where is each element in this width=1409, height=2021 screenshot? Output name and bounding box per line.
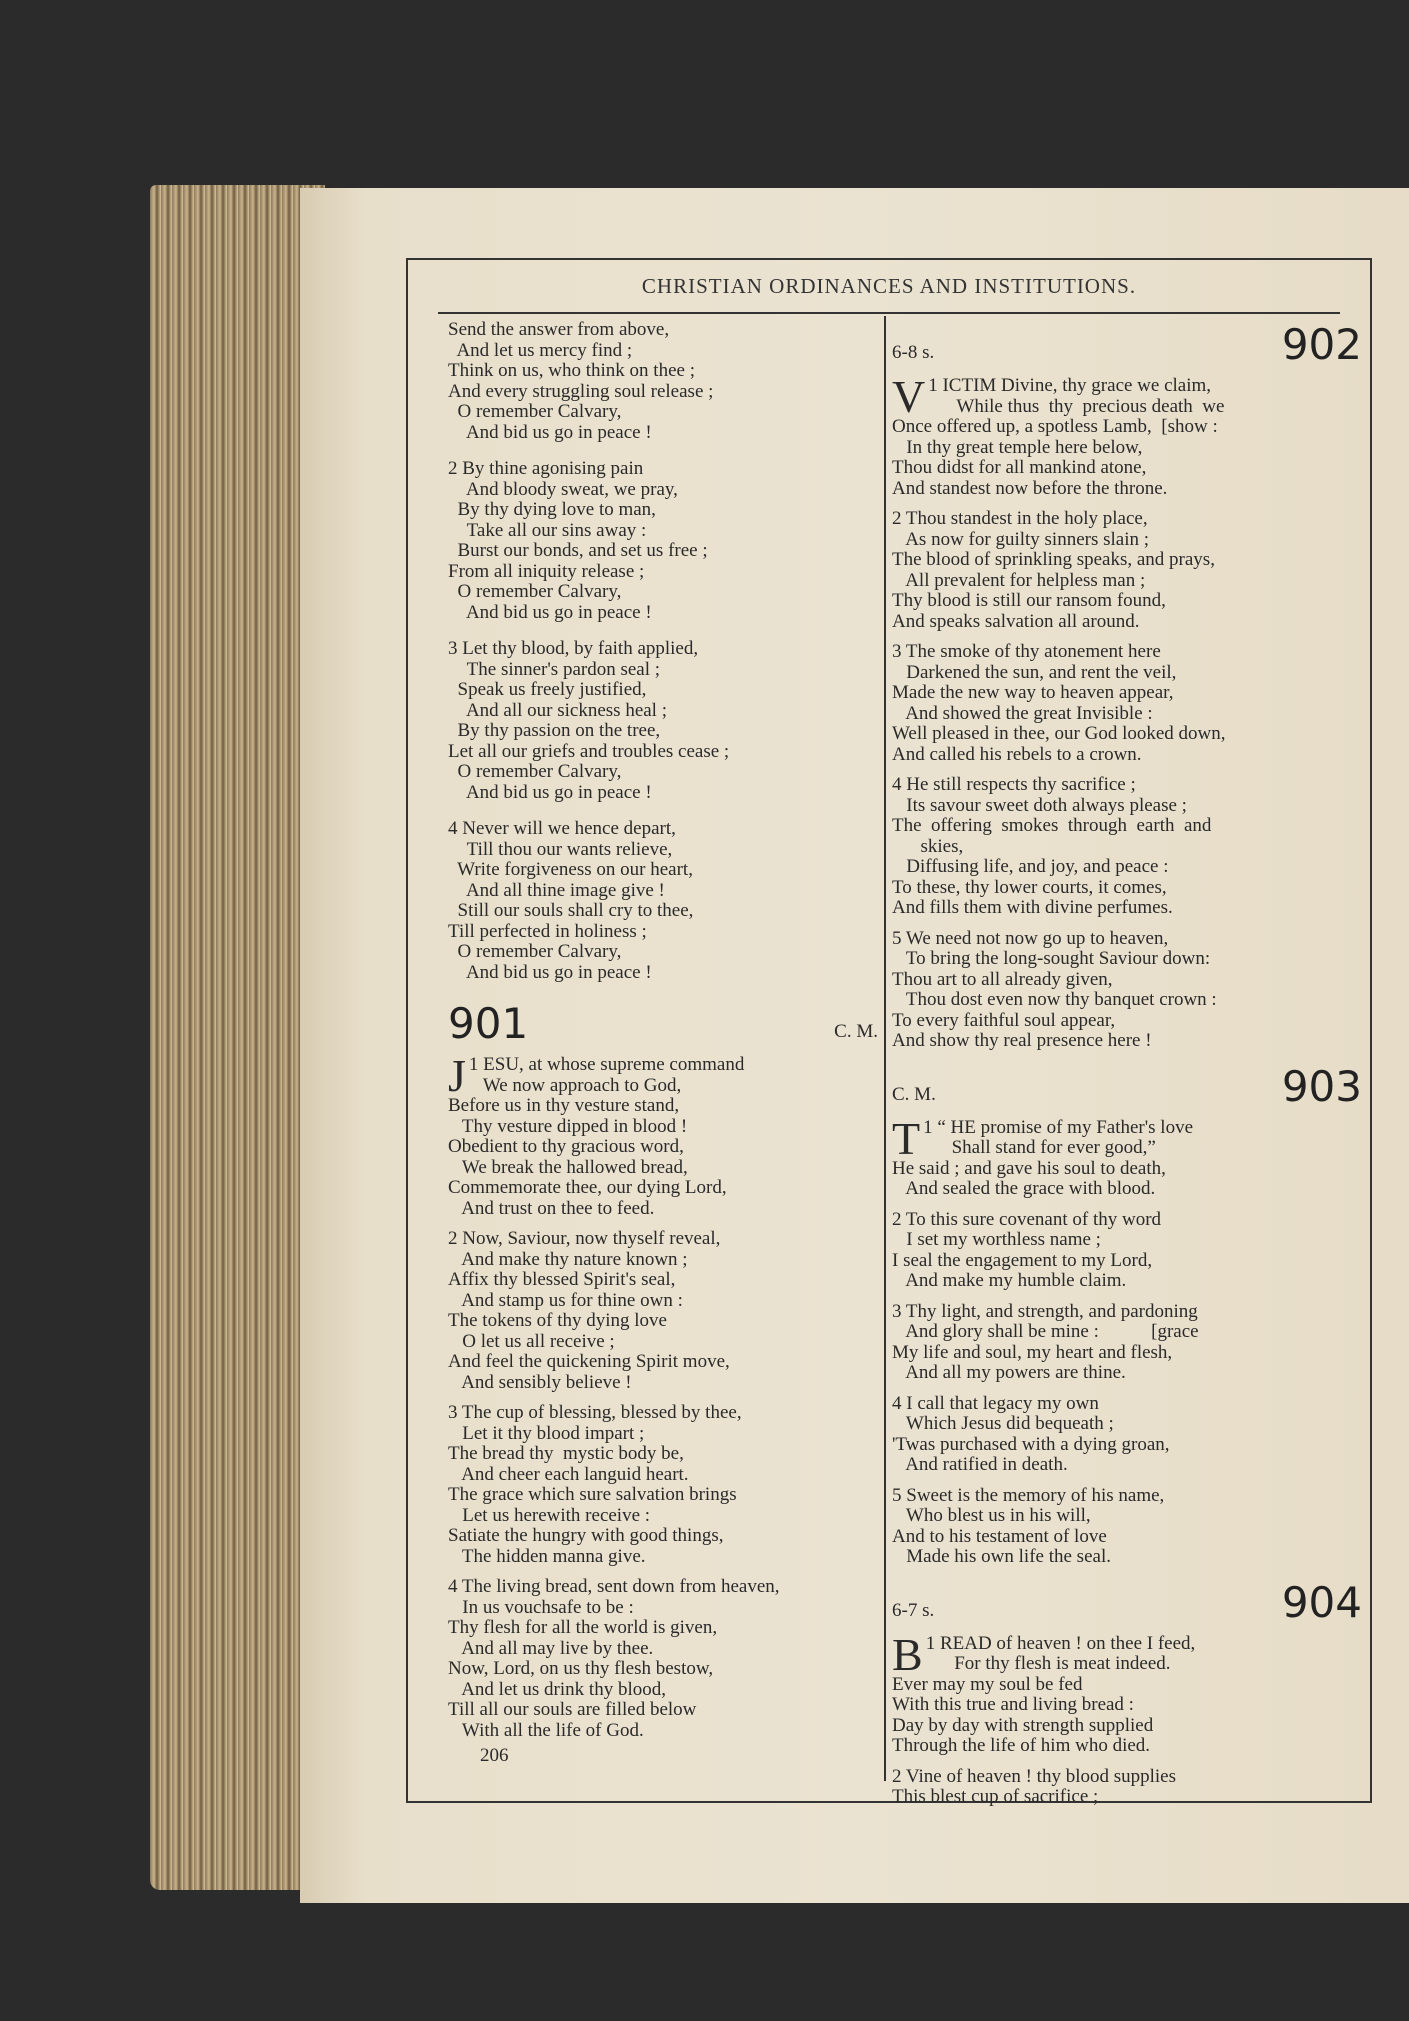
verse-text: The smoke of thy atonement here	[905, 641, 1161, 662]
verse-line: By thy dying love to man,	[448, 499, 656, 520]
verse-line: Obedient to thy gracious word,	[448, 1136, 684, 1157]
verse-line: Thou dost even now thy banquet crown :	[892, 989, 1217, 1010]
verse-line: Let it thy blood impart ;	[448, 1422, 645, 1444]
verse-line: Made the new way to heaven appear,	[892, 682, 1174, 703]
verse-line: And ratified in death.	[892, 1454, 1068, 1475]
verse-line: Thou didst for all mankind atone,	[892, 457, 1147, 478]
verse-line: Till thou our wants relieve,	[448, 838, 673, 860]
verse-line: Well pleased in thee, our God looked down,	[892, 723, 1226, 744]
verse-number: 1	[923, 1116, 933, 1138]
verse-line: Send the answer from above,	[448, 319, 670, 340]
hymn-meter: 6-7 s.	[892, 1599, 935, 1621]
verse-line: And fills them with divine perfumes.	[892, 897, 1173, 918]
verse-line: Till perfected in holiness ;	[448, 920, 647, 942]
verse	[448, 1403, 878, 1567]
verse-text: We need not now go up to heaven,	[905, 927, 1169, 949]
verse-line: Think on us, who think on thee ;	[448, 360, 695, 381]
verse-number: 1	[928, 375, 938, 396]
verse	[892, 642, 1362, 765]
drop-cap: V	[892, 371, 926, 422]
verse-text: READ of heaven ! on thee I feed,	[939, 1632, 1196, 1654]
verse-line: Thou art to all already given,	[892, 968, 1113, 990]
verse	[892, 1112, 1362, 1200]
hymn-number: 902	[1281, 320, 1362, 369]
verse-line: All prevalent for helpless man ;	[892, 569, 1146, 591]
verse-line: And sensibly believe !	[448, 1371, 632, 1393]
verse-line: With this true and living bread :	[892, 1694, 1134, 1715]
verse-first-line	[892, 1767, 1362, 1788]
verse-line: I set my worthless name ;	[892, 1229, 1101, 1250]
verse	[892, 1394, 1362, 1476]
verse	[448, 1229, 878, 1393]
verse-line: We now approach to God,	[468, 1074, 682, 1096]
verse	[448, 1577, 878, 1741]
column-rule	[884, 316, 886, 1781]
drop-cap: B	[892, 1628, 923, 1680]
verse-line: The hidden manna give.	[448, 1545, 646, 1567]
verse-line: And all may live by thee.	[448, 1637, 654, 1659]
verse-text: I call that legacy my own	[906, 1392, 1099, 1414]
verse-line: The offering smokes through earth and	[892, 815, 1212, 836]
verse	[892, 1302, 1362, 1384]
verse-line: Thy vesture dipped in blood !	[448, 1115, 688, 1137]
verse-first-line	[892, 1210, 1362, 1231]
verse-line: Its savour sweet doth always please ;	[892, 794, 1187, 816]
verse-line: And show thy real presence here !	[892, 1030, 1152, 1051]
verse-first-line	[892, 1302, 1362, 1323]
hymn-number: 901	[448, 999, 529, 1048]
verse-number: 5	[892, 1484, 902, 1506]
verse-line: 3 Let thy blood, by faith applied,	[448, 638, 699, 659]
verse-line: By thy passion on the tree,	[448, 720, 661, 741]
hymn-902-header	[892, 320, 1362, 369]
verse	[892, 509, 1362, 632]
verse-line: Through the life of him who died.	[892, 1735, 1151, 1756]
verse-line: Write forgiveness on our heart,	[448, 859, 693, 880]
verse-number: 5	[892, 927, 902, 949]
verse-line: Satiate the hungry with good things,	[448, 1525, 724, 1546]
right-column	[892, 320, 1362, 1808]
verse-text: Now, Saviour, now thyself reveal,	[462, 1228, 721, 1249]
verse-line: O remember Calvary,	[448, 761, 622, 782]
verse-line: In thy great temple here below,	[892, 436, 1143, 458]
verse-first-line	[448, 1229, 878, 1250]
left-column	[448, 320, 878, 1767]
verse-number: 3	[892, 641, 902, 662]
verse-line: O remember Calvary,	[448, 941, 622, 962]
verse	[448, 1050, 878, 1219]
verse-line: And bid us go in peace !	[448, 961, 652, 983]
verse-line: Speak us freely justified,	[448, 679, 647, 700]
verse	[892, 929, 1362, 1052]
verse-line: And standest now before the throne.	[892, 477, 1168, 499]
verse-line: As now for guilty sinners slain ;	[892, 528, 1150, 550]
verse-text: Thy light, and strength, and pardoning	[905, 1300, 1198, 1322]
verse-line: Day by day with strength supplied	[892, 1714, 1154, 1736]
verse-line: He said ; and gave his soul to death,	[892, 1157, 1166, 1179]
verse-number: 3	[892, 1300, 902, 1322]
verse-line: Commemorate thee, our dying Lord,	[448, 1177, 727, 1198]
verse-line: And bloody sweat, we pray,	[448, 478, 678, 500]
hymn-meter: 6-8 s.	[892, 342, 935, 363]
verse-first-line	[892, 642, 1362, 663]
verse-first-line	[892, 1394, 1362, 1415]
verse-line: 'Twas purchased with a dying groan,	[892, 1433, 1170, 1455]
verse-line: Diffusing life, and joy, and peace :	[892, 856, 1169, 877]
verse-line: The blood of sprinkling speaks, and prays,	[892, 549, 1215, 570]
verse-line: Thy flesh for all the world is given,	[448, 1617, 718, 1638]
verse-text: The cup of blessing, blessed by thee,	[461, 1402, 742, 1423]
open-quote: “	[937, 1116, 946, 1138]
verse-line: Before us in thy vesture stand,	[448, 1095, 680, 1116]
verse-line: Who blest us in his will,	[892, 1505, 1091, 1526]
verse-line: The tokens of thy dying love	[448, 1310, 667, 1331]
verse-first-line	[448, 1577, 878, 1598]
verse-line: O remember Calvary,	[448, 581, 622, 602]
verse-line: And sealed the grace with blood.	[892, 1178, 1156, 1199]
verse-text: Vine of heaven ! thy blood supplies	[905, 1765, 1177, 1787]
verse-line: Once offered up, a spotless Lamb, [show :	[892, 416, 1218, 437]
verse-line: O let us all receive ;	[448, 1330, 615, 1352]
verse-line: Till all our souls are filled below	[448, 1699, 697, 1720]
verse-first-line	[448, 1403, 878, 1424]
verse-line: And showed the great Invisible :	[892, 702, 1153, 724]
verse-line: And stamp us for thine own :	[448, 1289, 683, 1311]
verse-line: Darkened the sun, and rent the veil,	[892, 661, 1177, 683]
verse	[892, 1767, 1362, 1808]
verse-text: To this sure covenant of thy word	[905, 1208, 1162, 1230]
book-page-edges	[150, 185, 325, 1890]
verse-text: The living bread, sent down from heaven,	[461, 1576, 780, 1597]
verse-line: And glory shall be mine : [grace	[892, 1321, 1199, 1342]
verse	[892, 775, 1362, 919]
verse-line: The grace which sure salvation brings	[448, 1484, 737, 1505]
verse-first-line	[892, 1486, 1362, 1507]
drop-cap: T	[892, 1112, 921, 1164]
verse-number: 1	[468, 1054, 479, 1075]
verse-line: And trust on thee to feed.	[448, 1197, 655, 1219]
verse-text: He still respects thy sacrifice ;	[906, 774, 1136, 795]
verse-number: 4	[892, 1392, 902, 1414]
verse-line: And to his testament of love	[892, 1525, 1107, 1547]
verse-number: 1	[925, 1632, 936, 1654]
verse-line: O remember Calvary,	[448, 401, 622, 422]
verse-line: This blest cup of sacrifice ;	[892, 1786, 1099, 1807]
verse-line: And let us drink thy blood,	[448, 1678, 666, 1700]
verse-line: Let us herewith receive :	[448, 1504, 651, 1526]
hymn-901-body	[448, 1050, 878, 1741]
hymn-901-header	[448, 999, 878, 1048]
hymn-number: 904	[1281, 1577, 1362, 1627]
verse-line: Affix thy blessed Spirit's seal,	[448, 1269, 676, 1290]
verse-line: And all my powers are thine.	[892, 1362, 1126, 1383]
verse-first-line	[892, 775, 1362, 796]
verse-number: 4	[448, 1576, 458, 1597]
hymn-903-body	[892, 1112, 1362, 1568]
verse-line: To these, thy lower courts, it comes,	[892, 876, 1167, 898]
header-rule	[438, 312, 1340, 314]
verse-line: 4 Never will we hence depart,	[448, 818, 676, 839]
hymn-meter: C. M.	[892, 1083, 936, 1105]
verse-line: And bid us go in peace !	[448, 601, 652, 623]
verse-line: Let all our griefs and troubles cease ;	[448, 740, 730, 762]
verse-line: And called his rebels to a crown.	[892, 743, 1142, 765]
verse-line: The bread thy mystic body be,	[448, 1443, 684, 1464]
verse-number: 2	[892, 1208, 902, 1230]
hymn-904-header	[892, 1577, 1362, 1627]
verse	[448, 639, 878, 803]
verse-line: I seal the engagement to my Lord,	[892, 1249, 1153, 1271]
drop-cap: J	[448, 1050, 466, 1101]
page-number: 206	[480, 1745, 509, 1766]
hymn-900-continuation	[448, 320, 878, 983]
verse	[448, 459, 878, 623]
hymn-903-header	[892, 1061, 1362, 1111]
verse-line: And bid us go in peace !	[448, 781, 652, 803]
verse-line: We break the hallowed bread,	[448, 1156, 688, 1178]
verse-line: Made his own life the seal.	[892, 1546, 1111, 1567]
verse-line: And let us mercy find ;	[448, 339, 633, 361]
verse-line: And make my humble claim.	[892, 1270, 1127, 1291]
verse	[892, 371, 1362, 499]
verse-line: And all our sickness heal ;	[448, 699, 667, 721]
hymn-number: 903	[1281, 1061, 1362, 1111]
verse-line: And speaks salvation all around.	[892, 610, 1140, 632]
verse-line: 2 By thine agonising pain	[448, 458, 644, 479]
verse-text: Sweet is the memory of his name,	[906, 1484, 1165, 1506]
verse-line: Still our souls shall cry to thee,	[448, 900, 694, 921]
hymn-902-body	[892, 371, 1362, 1052]
verse-line: In us vouchsafe to be :	[448, 1596, 634, 1618]
hymn-meter: C. M.	[834, 1021, 878, 1042]
verse-number: 2	[448, 1228, 458, 1249]
verse	[448, 819, 878, 983]
verse-text: ICTIM Divine, thy grace we claim,	[942, 375, 1212, 396]
verse-line: Shall stand for ever good,”	[923, 1137, 1156, 1158]
running-head: CHRISTIAN ORDINANCES AND INSTITUTIONS.	[641, 274, 1137, 298]
verse-number: 4	[892, 774, 902, 795]
verse-line: And feel the quickening Spirit move,	[448, 1351, 730, 1372]
verse-text: ESU, at whose supreme command	[483, 1054, 745, 1075]
verse-line: Burst our bonds, and set us free ;	[448, 540, 708, 561]
verse-line: And cheer each languid heart.	[448, 1463, 689, 1485]
verse-text: HE promise of my Father's love	[950, 1116, 1194, 1138]
verse-line: Now, Lord, on us thy flesh bestow,	[448, 1658, 714, 1679]
verse	[892, 1628, 1362, 1757]
verse-number: 2	[892, 1765, 902, 1787]
verse-line: My life and soul, my heart and flesh,	[892, 1341, 1173, 1363]
verse	[892, 1210, 1362, 1292]
verse-line: skies,	[892, 835, 964, 857]
verse-line: To bring the long-sought Saviour down:	[892, 948, 1211, 969]
verse-number: 3	[448, 1402, 458, 1423]
verse-line: And every struggling soul release ;	[448, 380, 714, 402]
verse-line: Which Jesus did bequeath ;	[892, 1413, 1114, 1434]
verse-line: While thus thy precious death we	[928, 395, 1225, 417]
page-frame	[406, 258, 1372, 1807]
verse	[892, 1486, 1362, 1568]
verse-text: Thou standest in the holy place,	[905, 508, 1148, 529]
verse-number: 2	[892, 508, 902, 529]
verse-line: From all iniquity release ;	[448, 560, 645, 582]
verse-line: Ever may my soul be fed	[892, 1673, 1083, 1695]
verse-line: With all the life of God.	[448, 1719, 644, 1741]
verse-line: To every faithful soul appear,	[892, 1009, 1116, 1031]
verse-first-line	[892, 509, 1362, 530]
verse-line: And all thine image give !	[448, 879, 665, 901]
verse-line: Take all our sins away :	[448, 519, 647, 541]
verse-line: And bid us go in peace !	[448, 421, 652, 443]
verse-line: And make thy nature known ;	[448, 1248, 688, 1270]
verse-line: For thy flesh is meat indeed.	[925, 1653, 1171, 1674]
verse-first-line	[892, 929, 1362, 950]
verse-line: The sinner's pardon seal ;	[448, 658, 661, 680]
hymn-904-body	[892, 1628, 1362, 1808]
verse	[448, 320, 878, 443]
verse-line: Thy blood is still our ransom found,	[892, 590, 1166, 611]
